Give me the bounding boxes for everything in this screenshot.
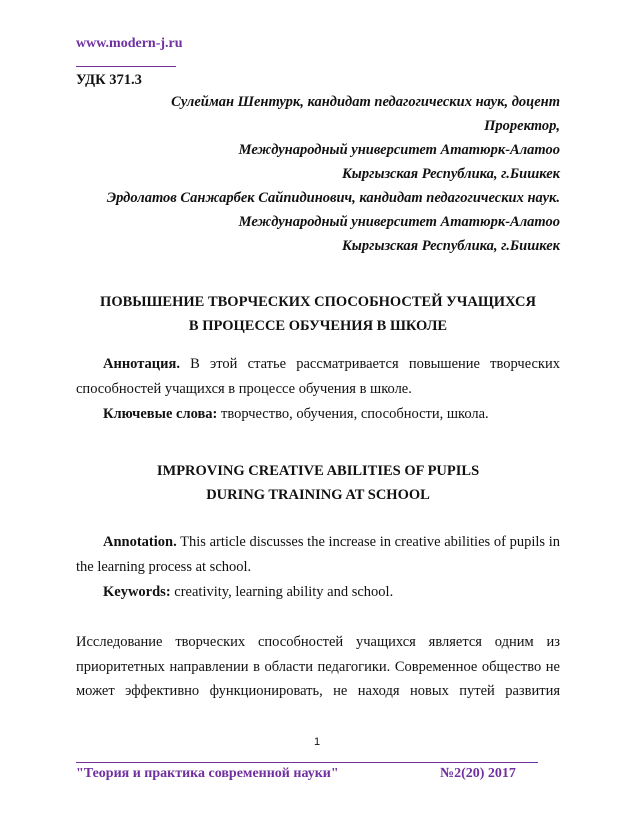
ru-title-line: В ПРОЦЕССЕ ОБУЧЕНИЯ В ШКОЛЕ [188,318,448,334]
site-url[interactable]: www.modern-j.ru [76,36,183,51]
body-line: приоритетных направлении в области педагогики. Современное общество не [76,658,560,675]
en-keywords-label: Keywords: [103,584,171,600]
page-number: 1 [313,736,321,748]
author-line: Международный университет Ататюрк-Алатоо [238,214,560,230]
en-title [76,459,560,507]
author-line: Кыргызская Республика, г.Бишкек [341,166,560,182]
en-annotation [76,530,560,579]
body-line: Исследование творческих способностей учащихся является одним из [76,634,560,650]
footer-divider [76,762,538,763]
author-line: Проректор, [484,118,560,134]
author-line: Международный университет Ататюрк-Алатоо [238,142,560,158]
author-line: Сулейман Шентурк, кандидат педагогических наук, доцент [171,94,560,110]
udk-code: УДК 371.3 [76,72,142,88]
issue-number: №2(20) 2017 [440,766,516,781]
en-annotation-label: Annotation. [103,534,177,550]
ru-keywords [76,402,560,427]
en-keywords [76,580,560,605]
ru-annotation-text: В этой статье рассматривается повышение творческих способностей учащихся в процессе обучения в школе. [76,356,560,397]
ru-annotation-label: Аннотация. [103,356,180,372]
en-keywords-text: creativity, learning ability and school. [170,584,394,600]
journal-name: "Теория и практика современной науки" [76,766,339,781]
ru-keywords-text: творчество, обучения, способности, школа. [217,406,489,422]
body-line: может эффективно функционировать, не находя новых путей развития [76,683,560,699]
en-annotation-text: This article discusses the increase in creative abilities of pupils in the learning process at school. [76,534,560,575]
ru-title [76,290,560,338]
header-divider [76,66,176,67]
en-title-line: DURING TRAINING AT SCHOOL [206,487,430,503]
body-paragraph [76,630,560,704]
author-line: Эрдолатов Санжарбек Сайпидинович, кандидат педагогических наук. [106,190,560,206]
ru-annotation [76,352,560,401]
ru-title-line: ПОВЫШЕНИЕ ТВОРЧЕСКИХ СПОСОБНОСТЕЙ УЧАЩИХСЯ [100,294,536,310]
author-line: Кыргызская Республика, г.Бишкек [341,238,560,254]
en-title-line: IMPROVING CREATIVE ABILITIES OF PUPILS [156,463,480,479]
ru-keywords-label: Ключевые слова: [103,406,218,422]
